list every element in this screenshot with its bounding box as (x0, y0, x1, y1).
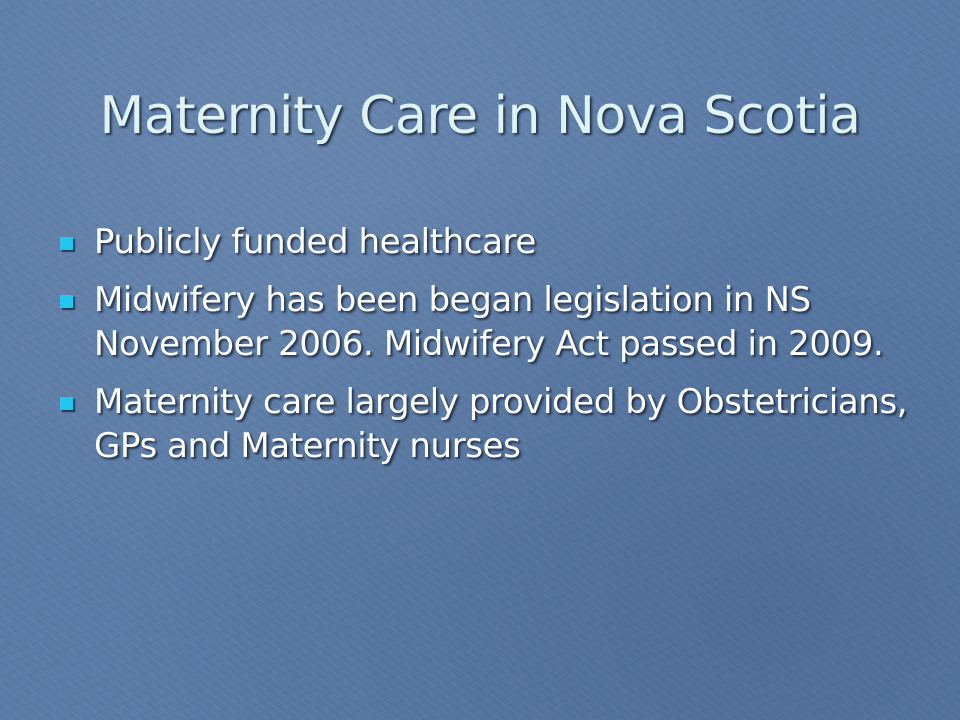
bullet-item-providers (60, 380, 910, 468)
square-bullet-icon (60, 295, 73, 308)
bullet-text: Midwifery has been began legislation in NS November 2006. Midwifery Act passed in 2009. (94, 280, 884, 364)
slide-title: Maternity Care in Nova Scotia (99, 86, 861, 146)
bullet-list (60, 220, 910, 482)
square-bullet-icon (60, 237, 73, 250)
bullet-item-midwifery (60, 278, 910, 366)
square-bullet-icon (60, 397, 73, 410)
bullet-item-funding (60, 220, 910, 264)
bullet-text: Maternity care largely provided by Obstetricians, GPs and Maternity nurses (94, 382, 908, 466)
bullet-text: Publicly funded healthcare (94, 222, 536, 262)
